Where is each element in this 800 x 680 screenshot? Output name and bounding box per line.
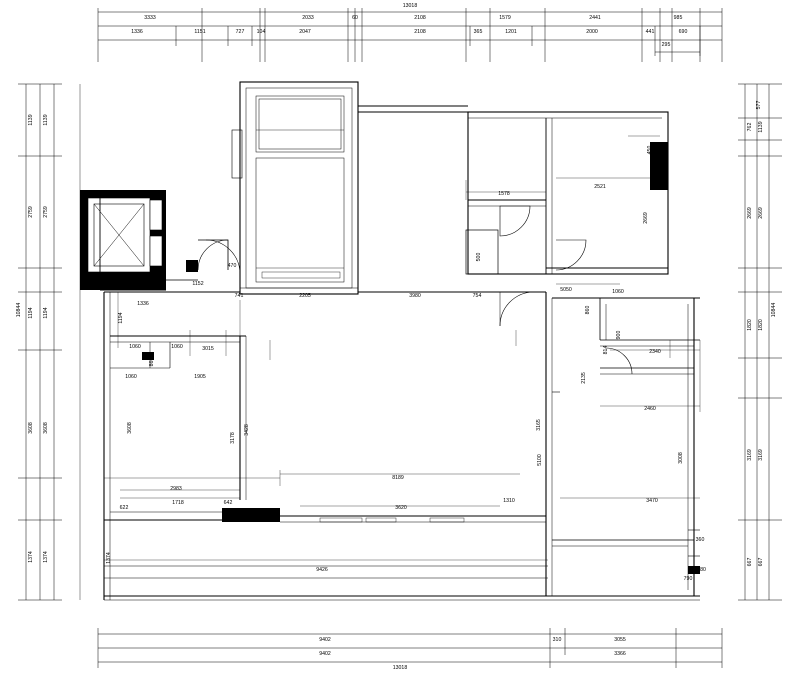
dim-interior: 1336 xyxy=(137,301,149,307)
dim-right-col1: 1820 xyxy=(758,319,764,331)
dim-left-col2: 1374 xyxy=(43,551,49,563)
dim-interior: 741 xyxy=(234,293,244,299)
dim-interior: 1374 xyxy=(106,552,112,564)
dim-top-row1: 1579 xyxy=(499,15,511,21)
dim-top-row1: 2441 xyxy=(589,15,601,21)
bottom-dimension-chains xyxy=(98,628,722,668)
dim-interior: 5100 xyxy=(537,454,543,466)
dim-right-overall: 10844 xyxy=(771,302,777,318)
dim-interior: 1905 xyxy=(194,374,206,380)
dim-bottom-overall: 13018 xyxy=(392,665,408,671)
dim-top-row2: 441 xyxy=(645,29,655,35)
dim-interior: 3620 xyxy=(395,505,407,511)
dim-left-col2: 1194 xyxy=(43,307,49,319)
dim-right-col1: 667 xyxy=(758,557,764,567)
dim-interior: 1310 xyxy=(503,498,515,504)
dim-interior: 1060 xyxy=(171,344,183,350)
dim-top-row2: 365 xyxy=(473,29,483,35)
dim-interior: 80 xyxy=(700,567,706,573)
dim-interior: 754 xyxy=(472,293,482,299)
dim-right-col1: 3169 xyxy=(758,449,764,461)
dim-left-col2: 3608 xyxy=(43,422,49,434)
dim-interior: 2340 xyxy=(649,349,661,355)
dim-interior: 1718 xyxy=(172,500,184,506)
dim-interior: 450 xyxy=(647,145,653,155)
dim-interior: 3470 xyxy=(646,498,658,504)
dim-interior: 1060 xyxy=(612,289,624,295)
dim-bottom-row1: 310 xyxy=(552,637,562,643)
dim-left-overall: 10844 xyxy=(16,302,22,318)
dim-interior: 3428 xyxy=(244,424,250,436)
dim-left-col1: 1374 xyxy=(28,551,34,563)
dim-interior: 2983 xyxy=(170,486,182,492)
dim-interior: 1578 xyxy=(498,191,510,197)
dim-interior: 3008 xyxy=(678,452,684,464)
dim-top-row2: 727 xyxy=(235,29,245,35)
dim-interior: 500 xyxy=(476,252,482,262)
dim-right-col1: 1820 xyxy=(747,319,753,331)
dim-right-col1: 1139 xyxy=(758,121,764,133)
dim-top-overall: 13018 xyxy=(402,3,418,9)
dim-interior: 2521 xyxy=(594,184,606,190)
dim-right-col1: 667 xyxy=(747,557,753,567)
dim-interior: 8189 xyxy=(392,475,404,481)
dim-top-row1: 2033 xyxy=(302,15,314,21)
dimension-labels xyxy=(16,3,777,671)
dim-top-row1: 3333 xyxy=(144,15,156,21)
leader-lines xyxy=(104,136,700,560)
dim-interior: 3980 xyxy=(409,293,421,299)
dim-interior: 622 xyxy=(119,505,129,511)
dim-interior: 3165 xyxy=(536,419,542,431)
dim-top-row2: 2000 xyxy=(586,29,598,35)
dim-interior: 860 xyxy=(585,305,591,315)
dim-interior: 1152 xyxy=(192,281,204,287)
dim-top-row1: 985 xyxy=(673,15,683,21)
dim-interior: 642 xyxy=(223,500,233,506)
dim-left-col1: 2759 xyxy=(28,206,34,218)
dim-top-row2: 2108 xyxy=(414,29,426,35)
dim-top-row2: 1201 xyxy=(505,29,517,35)
dim-interior: 900 xyxy=(616,330,622,340)
dim-interior: 2205 xyxy=(299,293,311,299)
dim-top-row2: 1151 xyxy=(194,29,206,35)
dim-interior: 9426 xyxy=(316,567,328,573)
dim-top-row2: 2047 xyxy=(299,29,311,35)
dim-right-col1: 2669 xyxy=(758,207,764,219)
dim-interior: 3608 xyxy=(127,422,133,434)
dim-left-col1: 1194 xyxy=(28,307,34,319)
dim-left-col2: 2759 xyxy=(43,206,49,218)
dim-bottom-row1: 9402 xyxy=(319,637,331,643)
dim-right-col1: 577 xyxy=(756,100,762,110)
left-dimension-chains xyxy=(18,84,80,600)
dim-top-row2: 295 xyxy=(661,42,671,48)
dim-interior: 470 xyxy=(227,263,237,269)
dim-interior: 2460 xyxy=(644,406,656,412)
dim-bottom-row1: 3055 xyxy=(614,637,626,643)
dim-top-row2: 104 xyxy=(256,29,266,35)
dim-interior: 3178 xyxy=(230,432,236,444)
dim-interior: 3015 xyxy=(202,346,214,352)
right-dimension-chains xyxy=(738,84,782,600)
dim-interior: 860 xyxy=(149,357,155,367)
interior-walls xyxy=(104,288,700,600)
dim-right-col1: 762 xyxy=(747,122,753,132)
dim-interior: 1194 xyxy=(118,312,124,324)
dim-right-col1: 3169 xyxy=(747,449,753,461)
dim-right-col1: 2669 xyxy=(747,207,753,219)
dim-interior: 790 xyxy=(683,576,693,582)
dim-interior: 5050 xyxy=(560,287,572,293)
dim-interior: 2135 xyxy=(581,372,587,384)
dim-bottom-row2: 9402 xyxy=(319,651,331,657)
dim-left-col1: 3608 xyxy=(28,422,34,434)
dim-interior: 1060 xyxy=(125,374,137,380)
dim-top-row1: 60 xyxy=(352,15,358,21)
dim-interior: 360 xyxy=(695,537,705,543)
dim-interior: 1060 xyxy=(129,344,141,350)
dim-bottom-row2: 3366 xyxy=(614,651,626,657)
dim-top-row2: 1336 xyxy=(131,29,143,35)
dim-top-row2: 690 xyxy=(678,29,688,35)
dim-left-col2: 1139 xyxy=(43,114,49,126)
dim-interior: 814 xyxy=(603,345,609,355)
dim-top-row1: 2108 xyxy=(414,15,426,21)
elevator-core xyxy=(80,190,228,290)
dim-interior: 2669 xyxy=(643,212,649,224)
dim-left-col1: 1139 xyxy=(28,114,34,126)
top-dimension-chains xyxy=(98,8,722,62)
